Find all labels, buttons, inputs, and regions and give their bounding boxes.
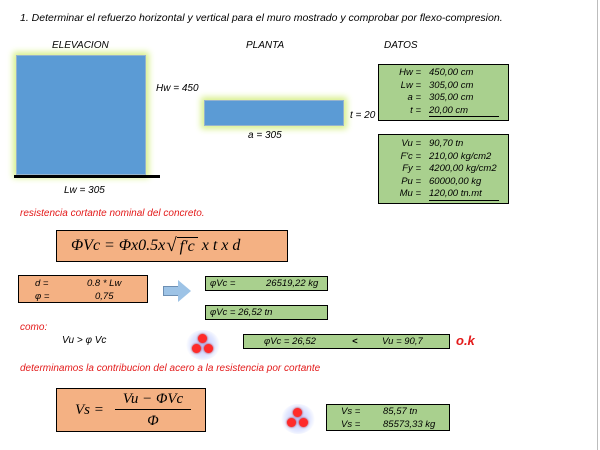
vs-results-box (326, 404, 450, 431)
elevation-length-label: Lw = 305 (64, 185, 105, 196)
plan-wall (204, 100, 344, 126)
problem-title: 1. Determinar el refuerzo horizontal y vertical para el muro mostrado y comprobar por flexo-compresion. (20, 12, 503, 24)
datos-label: Hw = (399, 67, 421, 78)
datos-label: Fy = (402, 163, 421, 174)
formula-rhs: x t x d (201, 237, 241, 254)
datos-row (379, 80, 508, 93)
datos-row (379, 92, 508, 105)
datos-loads-box (378, 134, 509, 204)
param-phi-value: 0,75 (95, 291, 114, 302)
datos-label: F'c = (400, 150, 421, 162)
datos-row (379, 138, 508, 151)
params-box (18, 275, 148, 303)
datos-value: 450,00 cm (429, 67, 474, 78)
formula-vs (56, 388, 206, 432)
status-ok: o.k (456, 333, 475, 348)
como-label: como: (20, 322, 48, 333)
datos-label: Vu = (401, 138, 421, 149)
elevation-height-label: Hw = 450 (156, 83, 199, 94)
datos-label: a = (407, 92, 421, 103)
header-datos: DATOS (384, 40, 418, 51)
result-phivc-label: φVc = (210, 278, 236, 289)
vs-label: Vs = (341, 418, 361, 430)
formula-phi-vc (56, 230, 288, 262)
vs-row (327, 406, 449, 419)
param-d-value: 0.8 * Lw (87, 278, 122, 289)
result-phivc-kg (205, 276, 328, 291)
formula-vs-lhs: Vs = (75, 402, 104, 418)
datos-label: t = (410, 104, 421, 116)
datos-geometry-box (378, 64, 509, 121)
datos-value: 305,00 cm (429, 92, 474, 103)
datos-label: Mu = (399, 188, 421, 199)
right-arrow-icon (163, 280, 191, 302)
plan-length-label: a = 305 (248, 130, 282, 141)
param-phi-label: φ = (35, 291, 50, 302)
comparison-box (243, 334, 450, 349)
header-elevacion: ELEVACION (52, 40, 109, 51)
datos-value: 4200,00 kg/cm2 (429, 163, 497, 174)
comparison-right: Vu = 90,7 (382, 336, 423, 347)
vs-value: 85573,33 kg (383, 418, 436, 430)
atom-icon (281, 404, 315, 434)
datos-row (379, 105, 508, 118)
sqrt-sign: √ (166, 235, 177, 256)
atom-icon (186, 330, 220, 360)
datos-row (379, 67, 508, 80)
datos-value: 305,00 cm (429, 79, 474, 91)
formula-vs-numerator: Vu − ΦVc (115, 391, 191, 410)
datos-value: 120,00 tn.mt (429, 188, 499, 201)
sheet-edge (597, 0, 598, 450)
section-heading-steel: determinamos la contribucion del acero a la resistencia por cortante (20, 363, 321, 374)
vs-value: 85,57 tn (383, 406, 418, 417)
datos-label: Pu = (401, 175, 421, 187)
datos-value: 210,00 kg/cm2 (429, 150, 492, 162)
param-d-label: d = (35, 278, 49, 289)
elevation-base-line (14, 175, 160, 178)
result-phivc-tn: φVc = 26,52 tn (205, 305, 328, 320)
datos-row (379, 163, 508, 176)
section-heading-concrete: resistencia cortante nominal del concreto. (20, 208, 205, 219)
datos-row (379, 176, 508, 189)
condition-text: Vu > φ Vc (62, 335, 107, 346)
formula-lhs: ΦVc = Φx0.5x (71, 237, 166, 254)
datos-row (379, 188, 508, 201)
formula-radicand: f′c (177, 237, 198, 256)
datos-value: 20,00 cm (429, 105, 499, 118)
datos-label: Lw = (400, 79, 421, 91)
comparison-left: φVc = 26,52 (264, 336, 316, 347)
header-planta: PLANTA (246, 40, 285, 51)
vs-label: Vs = (341, 406, 361, 417)
datos-row (379, 151, 508, 164)
vs-row (327, 419, 449, 432)
comparison-operator: < (352, 336, 358, 347)
formula-vs-denominator: Φ (147, 413, 159, 429)
elevation-wall (16, 55, 146, 175)
datos-value: 90,70 tn (429, 138, 464, 149)
plan-thickness-label: t = 20 (350, 110, 376, 121)
datos-value: 60000,00 kg (429, 175, 482, 187)
result-phivc-value: 26519,22 kg (266, 278, 319, 289)
